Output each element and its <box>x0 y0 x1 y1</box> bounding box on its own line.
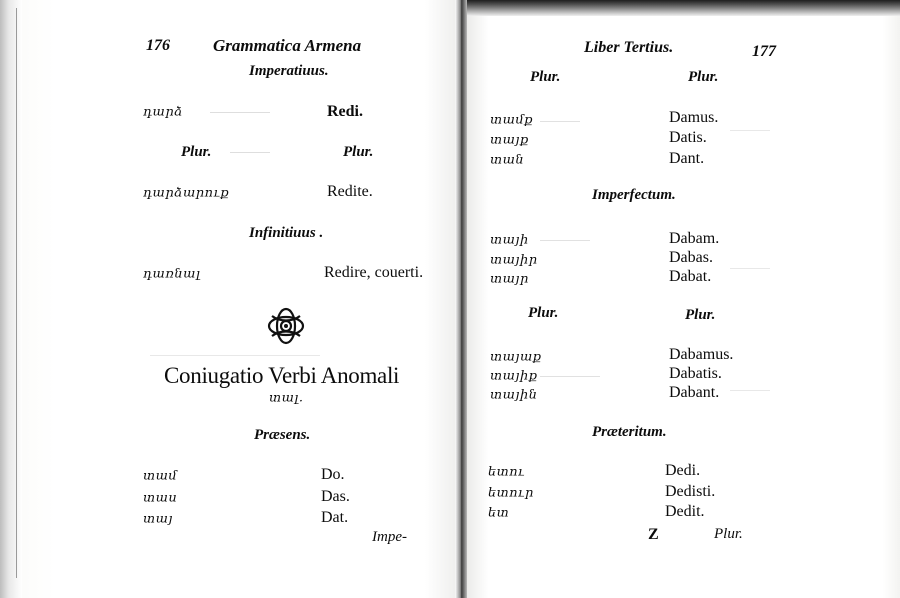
preterit-heading: Præteritum. <box>592 424 667 440</box>
preterit-1-armenian: ետու <box>488 465 525 480</box>
section-title: Coniugatio Verbi Anomali <box>164 363 400 388</box>
imp-plur-label-left: Plur. <box>181 144 212 160</box>
left-page-number: 176 <box>146 37 170 54</box>
imperfect-2-armenian: տայիր <box>490 253 538 268</box>
plur-label-right: Plur. <box>688 69 719 85</box>
preterit-2-armenian: ետուր <box>488 486 534 501</box>
bleed-mark <box>540 121 580 122</box>
preterit-2-latin: Dedisti. <box>665 483 716 500</box>
imperfect-3-latin: Dabat. <box>669 268 712 285</box>
present-2-armenian: տաս <box>143 491 178 506</box>
signature-mark: Z <box>648 526 659 543</box>
bleed-mark <box>540 376 600 377</box>
imperfect-1-latin: Dabam. <box>669 230 720 247</box>
present-plural-3-armenian: տան <box>490 153 525 168</box>
imperfect-1-armenian: տայի <box>490 233 529 248</box>
bleed-mark <box>730 390 770 391</box>
plur-label-left: Plur. <box>530 69 561 85</box>
imperfect-plural-2-latin: Dabatis. <box>669 365 722 382</box>
imperfect-plural-3-armenian: տային <box>490 388 538 403</box>
bleed-mark <box>210 112 270 113</box>
bleed-mark <box>730 130 770 131</box>
bleed-mark <box>730 268 770 269</box>
present-plural-1-latin: Damus. <box>669 109 719 126</box>
imp-singular-armenian: դարձ <box>143 105 183 120</box>
present-plural-2-armenian: տայք <box>490 133 529 148</box>
present-1-armenian: տամ <box>143 469 178 484</box>
imperfect-plural-1-latin: Dabamus. <box>669 346 734 363</box>
bleed-mark <box>230 152 270 153</box>
bleed-mark <box>540 240 590 241</box>
bleed-mark <box>150 355 320 356</box>
imperfect-plural-1-armenian: տայաք <box>490 350 542 365</box>
catchword: Impe- <box>372 529 407 545</box>
imperfect-plural-2-armenian: տայիք <box>490 369 538 384</box>
imp-singular-latin: Redi. <box>327 103 363 120</box>
imperfect-heading: Imperfectum. <box>592 187 676 203</box>
imperfect-plural-3-latin: Dabant. <box>669 384 720 401</box>
infinitive-heading: Infinitiuus . <box>249 225 324 241</box>
book-gutter <box>455 0 467 598</box>
right-running-head: Liber Tertius. <box>584 39 674 56</box>
verb-armenian: տալ. <box>269 391 304 406</box>
present-heading: Præsens. <box>254 427 311 443</box>
imp-plural-armenian: դարձարուք <box>143 186 230 201</box>
present-3-armenian: տայ <box>143 512 173 527</box>
bottom-plur-label: Plur. <box>714 526 743 542</box>
right-page-number: 177 <box>752 43 776 60</box>
imperfect-3-armenian: տայր <box>490 272 529 287</box>
present-plural-2-latin: Datis. <box>669 129 707 146</box>
preterit-3-latin: Dedit. <box>665 503 705 520</box>
imp-plural-latin: Redite. <box>327 183 373 200</box>
plur-label-left-2: Plur. <box>528 305 559 321</box>
imperative-heading: Imperatiuus. <box>249 63 329 79</box>
present-plural-1-armenian: տամք <box>490 113 534 128</box>
present-plural-3-latin: Dant. <box>669 150 705 167</box>
preterit-3-armenian: ետ <box>488 506 510 521</box>
imp-plur-label-right: Plur. <box>343 144 374 160</box>
imperfect-2-latin: Dabas. <box>669 249 713 266</box>
book-left-edge <box>0 0 22 598</box>
infinitive-armenian: դառնալ <box>143 267 201 282</box>
present-2-latin: Das. <box>321 488 350 505</box>
book-top-edge <box>462 0 900 16</box>
preterit-1-latin: Dedi. <box>665 462 701 479</box>
present-1-latin: Do. <box>321 466 345 483</box>
plur-label-right-2: Plur. <box>685 307 716 323</box>
infinitive-latin: Redire, couerti. <box>324 264 424 281</box>
fleuron-ornament-icon <box>266 306 306 346</box>
present-3-latin: Dat. <box>321 509 349 526</box>
left-running-head: Grammatica Armena <box>213 36 362 55</box>
